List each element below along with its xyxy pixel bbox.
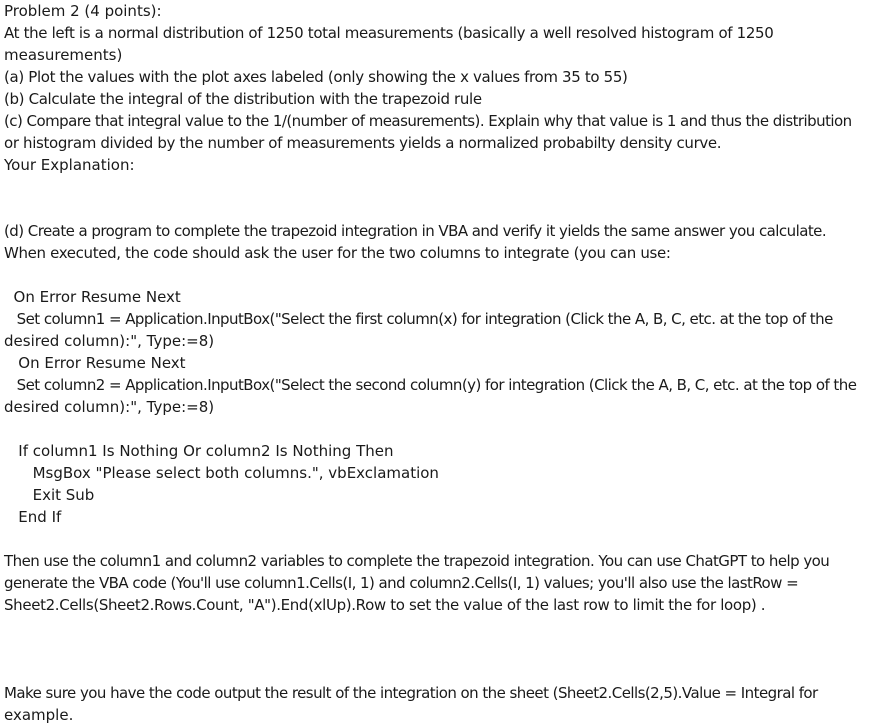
followup-text-line-2: generate the VBA code (You'll use column1.Cells(I, 1) and column2.Cells(I, 1) values; you'll also use the lastRow = (4, 574, 799, 592)
part-c-text-line-1: (c) Compare that integral value to the 1/(number of measurements). Explain why that value is 1 and thus the distribution (4, 112, 852, 130)
part-d-text-line-2: When executed, the code should ask the user for the two columns to integrate (you can use: (4, 244, 671, 262)
code-line: MsgBox "Please select both columns.", vbExclamation (4, 464, 439, 482)
followup-text-line-1: Then use the column1 and column2 variables to complete the trapezoid integration. You can use ChatGPT to help you (4, 552, 830, 570)
code-line: If column1 Is Nothing Or column2 Is Nothing Then (4, 442, 394, 460)
followup-text-line-3: Sheet2.Cells(Sheet2.Rows.Count, "A").End(xlUp).Row to set the value of the last row to limit the for loop) . (4, 596, 766, 614)
intro-text-line-1: At the left is a normal distribution of 1250 total measurements (basically a well resolved histogram of 1250 (4, 24, 774, 42)
part-c-text-line-2: or histogram divided by the number of measurements yields a normalized probabilty density curve. (4, 134, 722, 152)
code-line: desired column):", Type:=8) (4, 398, 215, 416)
problem-title: Problem 2 (4 points): (4, 2, 162, 20)
part-b-text: (b) Calculate the integral of the distribution with the trapezoid rule (4, 90, 482, 108)
code-line: End If (4, 508, 62, 526)
intro-text-line-2: measurements) (4, 46, 123, 64)
code-line: Set column1 = Application.InputBox("Select the first column(x) for integration (Click the A, B, C, etc. at the top of the (4, 310, 833, 328)
code-line: On Error Resume Next (4, 288, 181, 306)
part-a-text: (a) Plot the values with the plot axes labeled (only showing the x values from 35 to 55) (4, 68, 628, 86)
part-d-text-line-1: (d) Create a program to complete the trapezoid integration in VBA and verify it yields the same answer you calculate. (4, 222, 827, 240)
code-line: On Error Resume Next (4, 354, 186, 372)
explanation-label: Your Explanation: (4, 156, 135, 174)
code-line: Set column2 = Application.InputBox("Select the second column(y) for integration (Click the A, B, C, etc. at the top of the (4, 376, 857, 394)
code-line: desired column):", Type:=8) (4, 332, 215, 350)
output-text-line-2: example. (4, 706, 74, 724)
output-text-line-1: Make sure you have the code output the result of the integration on the sheet (Sheet2.Cells(2,5).Value = Integral for (4, 684, 818, 702)
code-line: Exit Sub (4, 486, 95, 504)
